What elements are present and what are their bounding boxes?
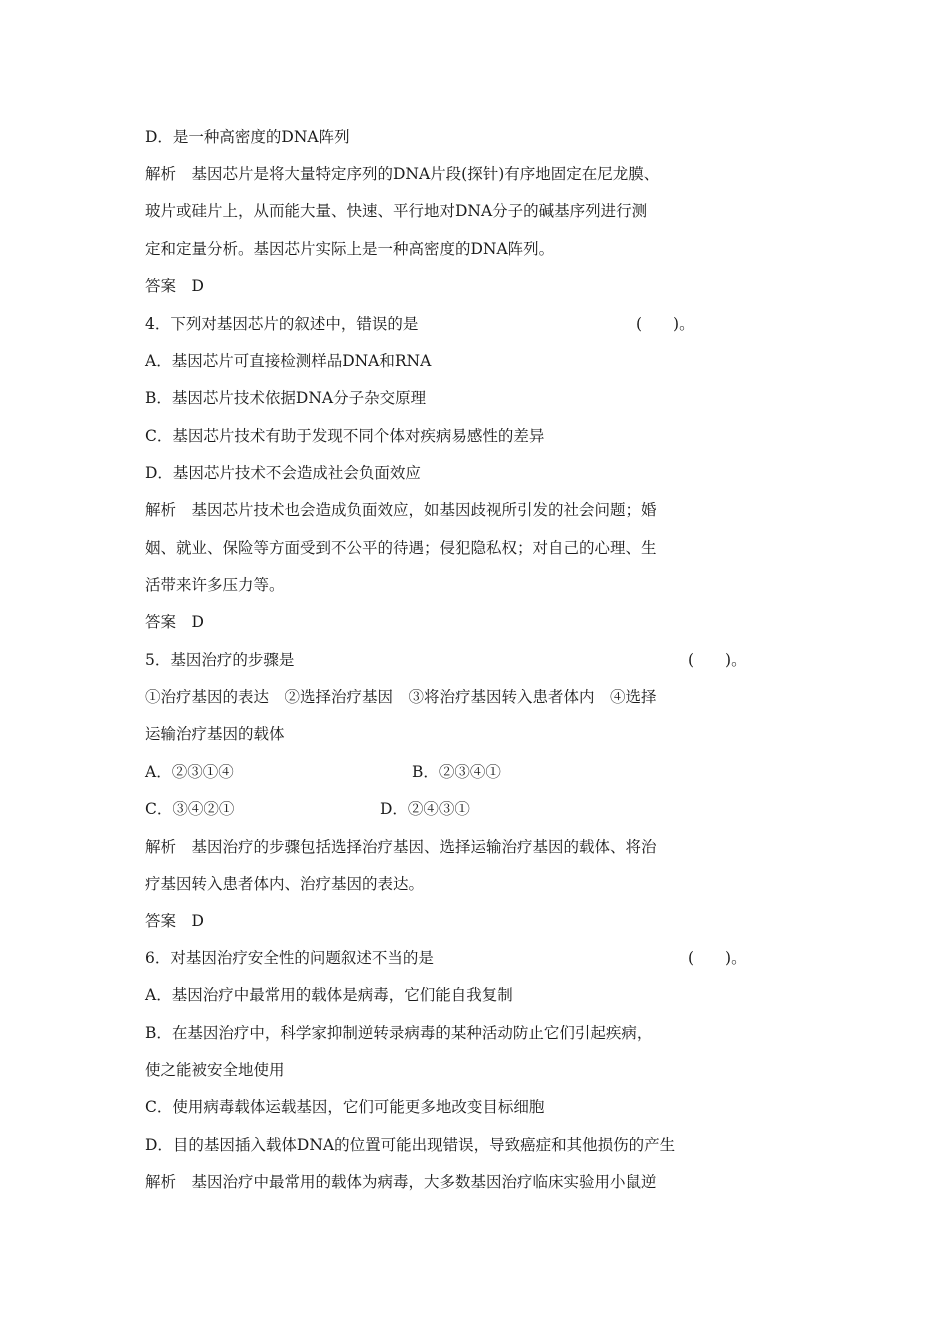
q4-answer-paren: ( )。 xyxy=(636,315,695,333)
q5-items-line-2: 运输治疗基因的载体 xyxy=(145,725,285,743)
q6-option-c: C．使用病毒载体运载基因，它们可能更多地改变目标细胞 xyxy=(145,1098,545,1116)
q5-option-d: D．②④③① xyxy=(380,800,470,818)
q6-option-a: A．基因治疗中最常用的载体是病毒，它们能自我复制 xyxy=(145,986,513,1004)
q6-option-b-line-1: B．在基因治疗中，科学家抑制逆转录病毒的某种活动防止它们引起疾病， xyxy=(145,1024,653,1042)
q4-analysis-line-2: 姻、就业、保险等方面受到不公平的待遇；侵犯隐私权；对自己的心理、生 xyxy=(145,539,657,557)
q6-answer-paren: ( )。 xyxy=(688,949,747,967)
q5-analysis-line-2: 疗基因转入患者体内、治疗基因的表达。 xyxy=(145,875,425,893)
q5-option-a: A．②③①④ xyxy=(145,763,234,781)
q4-option-d: D．基因芯片技术不会造成社会负面效应 xyxy=(145,464,421,482)
q5-option-b: B．②③④① xyxy=(412,763,501,781)
q5-analysis-line-1: 解析 基因治疗的步骤包括选择治疗基因、选择运输治疗基因的载体、将治 xyxy=(145,838,657,856)
q3-option-d: D．是一种高密度的DNA阵列 xyxy=(145,128,350,146)
q3-answer: 答案 D xyxy=(145,277,204,295)
q4-option-c: C．基因芯片技术有助于发现不同个体对疾病易感性的差异 xyxy=(145,427,545,445)
q4-analysis-line-3: 活带来许多压力等。 xyxy=(145,576,285,594)
q3-analysis-line-2: 玻片或硅片上，从而能大量、快速、平行地对DNA分子的碱基序列进行测 xyxy=(145,202,648,220)
q5-answer: 答案 D xyxy=(145,912,204,930)
q4-option-b: B．基因芯片技术依据DNA分子杂交原理 xyxy=(145,389,427,407)
q4-analysis-line-1: 解析 基因芯片技术也会造成负面效应，如基因歧视所引发的社会问题；婚 xyxy=(145,501,657,519)
q6-option-d: D．目的基因插入载体DNA的位置可能出现错误，导致癌症和其他损伤的产生 xyxy=(145,1136,676,1154)
q4-stem: 4．下列对基因芯片的叙述中，错误的是 xyxy=(145,315,419,333)
q4-option-a: A．基因芯片可直接检测样品DNA和RNA xyxy=(145,352,432,370)
q4-answer: 答案 D xyxy=(145,613,204,631)
q5-items-line-1: ①治疗基因的表达 ②选择治疗基因 ③将治疗基因转入患者体内 ④选择 xyxy=(145,688,657,706)
q6-option-b-line-2: 使之能被安全地使用 xyxy=(145,1061,285,1079)
q6-stem: 6．对基因治疗安全性的问题叙述不当的是 xyxy=(145,949,434,967)
q5-option-c: C．③④②① xyxy=(145,800,235,818)
q5-stem: 5．基因治疗的步骤是 xyxy=(145,651,295,669)
q3-analysis-line-1: 解析 基因芯片是将大量特定序列的DNA片段(探针)有序地固定在尼龙膜、 xyxy=(145,165,660,183)
q6-analysis-line-1: 解析 基因治疗中最常用的载体为病毒，大多数基因治疗临床实验用小鼠逆 xyxy=(145,1173,657,1191)
q5-answer-paren: ( )。 xyxy=(688,651,747,669)
q3-analysis-line-3: 定和定量分析。基因芯片实际上是一种高密度的DNA阵列。 xyxy=(145,240,555,258)
